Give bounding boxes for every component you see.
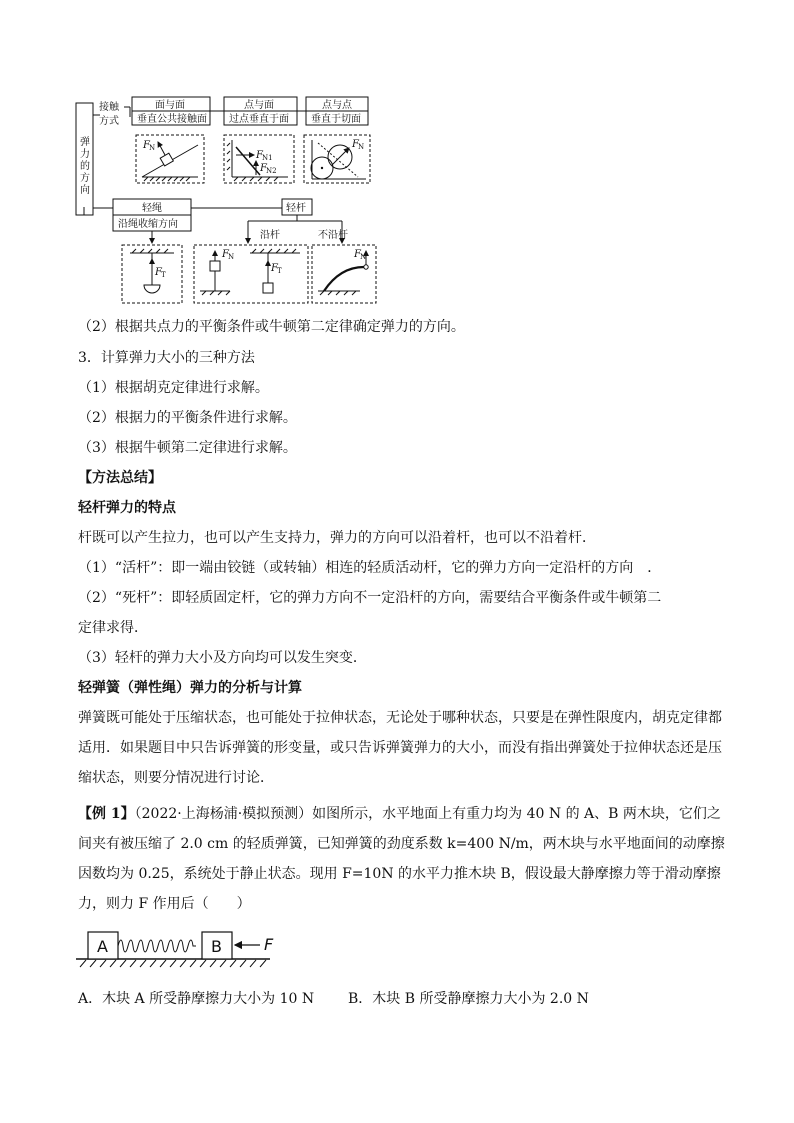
rod-label: 轻杆 (286, 203, 306, 214)
text-line-1: （2）根据共点力的平衡条件或牛顿第二定律确定弹力的方向。 (78, 319, 465, 335)
col2-bottom: 过点垂直于面 (229, 114, 289, 125)
svg-text:N: N (228, 253, 235, 261)
spring-blocks-figure (74, 926, 284, 972)
rope-box (113, 199, 191, 231)
col-box-2 (224, 97, 297, 125)
elastic-force-diagram (70, 95, 390, 307)
left-label-char-1: 弹 (80, 137, 90, 148)
left-label-char-3: 的 (80, 161, 90, 172)
subheading-spring: 轻弹簧（弹性绳）弹力的分析与计算 (78, 680, 302, 696)
col2-top: 点与面 (244, 100, 274, 111)
option-b: B．木块 B 所受静摩擦力大小为 2.0 N (348, 991, 589, 1007)
contact-label-line2: 方式 (99, 116, 119, 127)
svg-text:F: F (155, 267, 162, 278)
svg-text:F: F (354, 249, 361, 260)
col-box-1 (132, 97, 210, 125)
col3-bottom: 垂直于切面 (311, 114, 361, 125)
text-line-10: （2）“死杆”：即轻质固定杆，它的弹力方向不一定沿杆的方向，需要结合平衡条件或牛顿第二 (78, 590, 662, 606)
svg-text:F: F (260, 163, 267, 174)
text-line-8: 杆既可以产生拉力，也可以产生支持力，弹力的方向可以沿着杆，也可以不沿着杆． (78, 530, 596, 546)
sketch-point-point (304, 135, 370, 183)
svg-text:T: T (161, 271, 166, 279)
svg-text:N: N (360, 253, 367, 261)
col1-bottom: 垂直公共接触面 (137, 114, 207, 125)
sketch-along-rod (194, 245, 308, 303)
col-box-3 (306, 97, 368, 125)
not-along-rod-label: 不沿杆 (318, 230, 348, 241)
svg-text:N1: N1 (262, 154, 273, 162)
rod-box (282, 199, 312, 215)
svg-text:N2: N2 (266, 167, 277, 175)
along-rod-label: 沿杆 (260, 230, 280, 241)
block-a-label: A (97, 937, 108, 956)
text-line-2: 3．计算弹力大小的三种方法 (78, 350, 255, 366)
sketch-point-face (224, 135, 294, 183)
subheading-light-rod: 轻杆弹力的特点 (78, 500, 176, 516)
spring-paragraph: 弹簧既可能处于压缩状态，也可能处于拉伸状态，无论处于哪种状态，只要是在弹性限度内，胡克定律都适用．如果题目中只告诉弹簧的形变量，或只告诉弹簧弹力的大小，而没有指出弹簧处于拉伸状态还是压缩状态，则要分情况进行讨论． (78, 710, 722, 786)
example-body: （2022·上海杨浦·模拟预测）如图所示，水平地面上有重力均为 40 N 的 A、B 两木块，它们之间夹有被压缩了 2.0 cm 的轻质弹簧，已知弹簧的劲度系数 k=400 N/m，两木块与水平地面间的动摩擦因数均为 0.25，系统处于静止状态。现用 F=10N 的水平力推木块 B，假设最大静摩擦力等于滑动摩擦力，则力 F 作用后（ ） (78, 806, 725, 912)
svg-text:F: F (256, 150, 263, 161)
text-line-11: 定律求得． (78, 620, 148, 636)
left-label-char-2: 力 (80, 149, 90, 160)
rope-bottom: 沿绳收缩方向 (118, 219, 178, 230)
svg-text:N: N (358, 143, 365, 151)
text-line-4: （2）根据力的平衡条件进行求解。 (78, 410, 297, 426)
left-label-char-5: 向 (80, 185, 90, 196)
svg-text:F: F (143, 140, 150, 151)
sketch-rope (122, 245, 182, 303)
svg-text:F: F (271, 263, 278, 274)
rope-top: 轻绳 (142, 203, 162, 214)
contact-label-line1: 接触 (99, 102, 119, 113)
section-heading-method: 【方法总结】 (78, 470, 162, 486)
left-label-char-4: 方 (80, 173, 90, 184)
text-line-3: （1）根据胡克定律进行求解。 (78, 380, 269, 396)
col1-top: 面与面 (155, 100, 185, 111)
text-line-9: （1）“活杆”：即一端由铰链（或转轴）相连的轻质活动杆，它的弹力方向一定沿杆的方向 ． (78, 560, 662, 576)
example-paragraph (78, 799, 726, 919)
svg-text:F: F (222, 249, 229, 260)
block-b-label: B (211, 937, 222, 956)
text-line-5: （3）根据牛顿第二定律进行求解。 (78, 440, 297, 456)
sketch-face-face (136, 135, 204, 183)
svg-text:F: F (352, 139, 359, 150)
example-label: 【例 1】 (78, 806, 135, 822)
sketch-not-along-rod (312, 245, 376, 303)
option-a: A．木块 A 所受静摩擦力大小为 10 N (78, 991, 315, 1007)
svg-text:T: T (277, 267, 282, 275)
spring (118, 940, 196, 952)
col3-top: 点与点 (322, 100, 352, 111)
svg-text:N: N (149, 144, 156, 152)
text-line-12: （3）轻杆的弹力大小及方向均可以发生突变． (78, 650, 367, 666)
force-f-label: F (264, 935, 274, 954)
